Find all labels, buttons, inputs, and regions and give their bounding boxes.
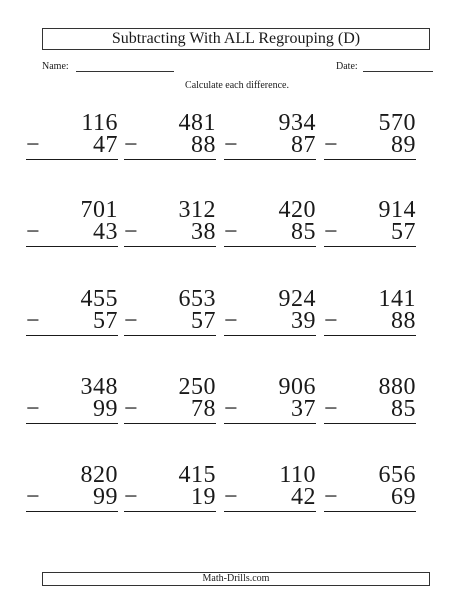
problem-16: [324, 374, 416, 430]
subtrahend-row: [324, 308, 416, 334]
minus-sign: −: [324, 132, 338, 158]
minuend: 481: [178, 110, 216, 136]
subtrahend-row: [324, 219, 416, 245]
minuend: 110: [279, 462, 316, 488]
subtrahend: 38: [191, 219, 216, 245]
problem-12: [324, 286, 416, 342]
name-label: Name:: [42, 61, 69, 72]
subtrahend-row: [224, 219, 316, 245]
answer-line: [124, 159, 216, 160]
subtrahend-row: [124, 396, 216, 422]
minus-sign: −: [324, 308, 338, 334]
subtrahend: 43: [93, 219, 118, 245]
subtrahend: 89: [391, 132, 416, 158]
subtrahend: 88: [391, 308, 416, 334]
answer-line: [224, 246, 316, 247]
minuend: 820: [80, 462, 118, 488]
answer-line: [26, 246, 118, 247]
name-line: [76, 71, 174, 72]
problem-9: [26, 286, 118, 342]
subtrahend: 99: [93, 396, 118, 422]
minuend: 701: [80, 197, 118, 223]
problem-14: [124, 374, 216, 430]
minus-sign: −: [124, 308, 138, 334]
minus-sign: −: [324, 396, 338, 422]
minus-sign: −: [224, 396, 238, 422]
subtrahend-row: [26, 396, 118, 422]
minus-sign: −: [224, 219, 238, 245]
minus-sign: −: [26, 132, 40, 158]
answer-line: [324, 335, 416, 336]
subtrahend: 19: [191, 484, 216, 510]
problem-19: [224, 462, 316, 518]
minus-sign: −: [324, 219, 338, 245]
answer-line: [224, 335, 316, 336]
problem-5: [26, 197, 118, 253]
problem-4: [324, 110, 416, 166]
subtrahend-row: [124, 132, 216, 158]
subtrahend-row: [26, 484, 118, 510]
subtrahend: 47: [93, 132, 118, 158]
problem-2: [124, 110, 216, 166]
minus-sign: −: [26, 484, 40, 510]
minuend: 570: [378, 110, 416, 136]
answer-line: [324, 511, 416, 512]
minuend: 415: [178, 462, 216, 488]
date-line: [363, 71, 433, 72]
answer-line: [26, 159, 118, 160]
minus-sign: −: [26, 308, 40, 334]
answer-line: [124, 511, 216, 512]
minus-sign: −: [324, 484, 338, 510]
subtrahend: 57: [391, 219, 416, 245]
problem-10: [124, 286, 216, 342]
minuend: 141: [378, 286, 416, 312]
minuend: 906: [278, 374, 316, 400]
minus-sign: −: [224, 132, 238, 158]
subtrahend: 99: [93, 484, 118, 510]
subtrahend-row: [324, 484, 416, 510]
problem-17: [26, 462, 118, 518]
subtrahend: 37: [291, 396, 316, 422]
minuend: 924: [278, 286, 316, 312]
problem-18: [124, 462, 216, 518]
problem-20: [324, 462, 416, 518]
minus-sign: −: [124, 484, 138, 510]
minus-sign: −: [224, 308, 238, 334]
problem-3: [224, 110, 316, 166]
minuend: 653: [178, 286, 216, 312]
subtrahend-row: [224, 132, 316, 158]
minuend: 934: [278, 110, 316, 136]
minus-sign: −: [26, 396, 40, 422]
answer-line: [224, 423, 316, 424]
answer-line: [324, 423, 416, 424]
subtrahend: 69: [391, 484, 416, 510]
minuend: 656: [378, 462, 416, 488]
subtrahend: 85: [291, 219, 316, 245]
subtrahend-row: [26, 219, 118, 245]
subtrahend: 42: [291, 484, 316, 510]
problem-1: [26, 110, 118, 166]
answer-line: [26, 423, 118, 424]
minuend: 348: [80, 374, 118, 400]
answer-line: [124, 246, 216, 247]
subtrahend-row: [324, 396, 416, 422]
problem-11: [224, 286, 316, 342]
minus-sign: −: [224, 484, 238, 510]
subtrahend: 78: [191, 396, 216, 422]
subtrahend-row: [26, 132, 118, 158]
subtrahend-row: [124, 308, 216, 334]
subtrahend: 87: [291, 132, 316, 158]
subtrahend: 57: [93, 308, 118, 334]
minuend: 250: [178, 374, 216, 400]
minus-sign: −: [124, 132, 138, 158]
minus-sign: −: [124, 396, 138, 422]
subtrahend-row: [224, 484, 316, 510]
answer-line: [124, 335, 216, 336]
subtrahend: 39: [291, 308, 316, 334]
answer-line: [224, 159, 316, 160]
minuend: 914: [378, 197, 416, 223]
subtrahend-row: [324, 132, 416, 158]
minus-sign: −: [124, 219, 138, 245]
minuend: 455: [80, 286, 118, 312]
problem-8: [324, 197, 416, 253]
minuend: 420: [278, 197, 316, 223]
minuend: 116: [81, 110, 118, 136]
answer-line: [124, 423, 216, 424]
subtrahend-row: [224, 396, 316, 422]
subtrahend-row: [224, 308, 316, 334]
answer-line: [224, 511, 316, 512]
minuend: 880: [378, 374, 416, 400]
subtrahend: 57: [191, 308, 216, 334]
problem-15: [224, 374, 316, 430]
answer-line: [324, 246, 416, 247]
problem-6: [124, 197, 216, 253]
minuend: 312: [178, 197, 216, 223]
instructions: Calculate each difference.: [185, 80, 289, 91]
answer-line: [26, 511, 118, 512]
subtrahend: 88: [191, 132, 216, 158]
footer: Math-Drills.com: [42, 572, 430, 586]
problem-7: [224, 197, 316, 253]
problem-13: [26, 374, 118, 430]
subtrahend-row: [124, 219, 216, 245]
subtrahend-row: [26, 308, 118, 334]
minus-sign: −: [26, 219, 40, 245]
subtrahend: 85: [391, 396, 416, 422]
answer-line: [26, 335, 118, 336]
worksheet-title: Subtracting With ALL Regrouping (D): [42, 28, 430, 50]
subtrahend-row: [124, 484, 216, 510]
date-label: Date:: [336, 61, 358, 72]
answer-line: [324, 159, 416, 160]
